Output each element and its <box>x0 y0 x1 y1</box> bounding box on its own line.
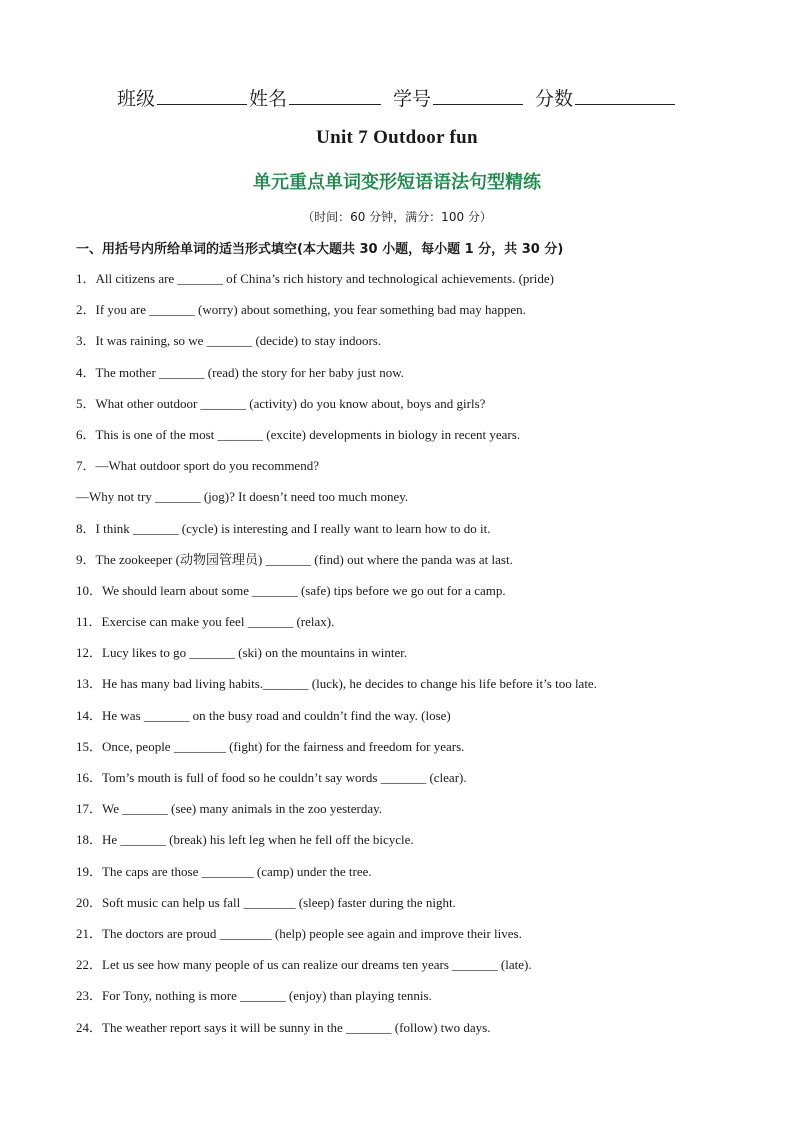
question-item: 9．The zookeeper (动物园管理员) _______ (find) out where the panda was at last. <box>76 551 513 567</box>
question-item: 22．Let us see how many people of us can realize our dreams ten years _______ (late). <box>76 957 532 973</box>
question-item: 6．This is one of the most _______ (excite) developments in biology in recent years. <box>76 426 521 442</box>
question-item: 7．—What outdoor sport do you recommend? <box>76 458 319 474</box>
question-item: 14．He was _______ on the busy road and couldn’t find the way. (lose) <box>76 707 451 723</box>
question-item: 21．The doctors are proud ________ (help) people see again and improve their lives. <box>76 925 522 941</box>
score-label: 分数 <box>535 88 574 110</box>
worksheet-subtitle: 单元重点单词变形短语语法句型精练 <box>253 172 541 193</box>
question-item: 17．We _______ (see) many animals in the zoo yesterday. <box>76 801 383 817</box>
class-label: 班级 <box>116 88 155 110</box>
score-blank <box>575 103 675 105</box>
unit-title: Unit 7 Outdoor fun <box>316 127 478 148</box>
question-item: 8．I think _______ (cycle) is interesting and I really want to learn how to do it. <box>76 520 491 536</box>
number-label: 学号 <box>393 88 432 110</box>
question-item: 16．Tom’s mouth is full of food so he couldn’t say words _______ (clear). <box>76 770 467 785</box>
student-info-line <box>0 84 794 111</box>
question-item: 10．We should learn about some _______ (safe) tips before we go out for a camp. <box>76 582 506 598</box>
question-item: 23．For Tony, nothing is more _______ (enjoy) than playing tennis. <box>76 988 432 1004</box>
question-item: 19．The caps are those ________ (camp) under the tree. <box>76 863 372 879</box>
section-heading: 一、用括号内所给单词的适当形式填空(本大题共 30 小题，每小题 1 分，共 30 分) <box>76 242 564 257</box>
question-item: 15．Once, people ________ (fight) for the fairness and freedom for years. <box>76 738 465 754</box>
question-item: 1．All citizens are _______ of China’s rich history and technological achievements. (pride) <box>76 271 554 286</box>
question-item: 3．It was raining, so we _______ (decide) to stay indoors. <box>76 333 382 349</box>
question-item: 13．He has many bad living habits._______ (luck), he decides to change his life before it’s too late. <box>76 676 597 692</box>
number-blank <box>433 103 523 105</box>
question-item: 24．The weather report says it will be sunny in the _______ (follow) two days. <box>76 1019 491 1035</box>
class-blank <box>157 103 247 105</box>
name-blank <box>289 103 381 105</box>
question-item: —Why not try _______ (jog)? It doesn’t need too much money. <box>76 489 409 505</box>
question-item: 20．Soft music can help us fall ________ (sleep) faster during the night. <box>76 894 456 910</box>
question-item: 12．Lucy likes to go _______ (ski) on the mountains in winter. <box>76 645 408 661</box>
question-item: 4．The mother _______ (read) the story for her baby just now. <box>76 364 405 380</box>
question-item: 18．He _______ (break) his left leg when he fell off the bicycle. <box>76 832 414 848</box>
name-label: 姓名 <box>248 88 287 110</box>
question-list <box>76 270 756 1050</box>
question-item: 11．Exercise can make you feel _______ (relax). <box>76 614 335 630</box>
time-score-note: （时间：60 分钟，满分：100 分） <box>302 210 492 224</box>
question-item: 5．What other outdoor _______ (activity) do you know about, boys and girls? <box>76 395 486 411</box>
question-item: 2．If you are _______ (worry) about something, you fear something bad may happen. <box>76 302 526 318</box>
